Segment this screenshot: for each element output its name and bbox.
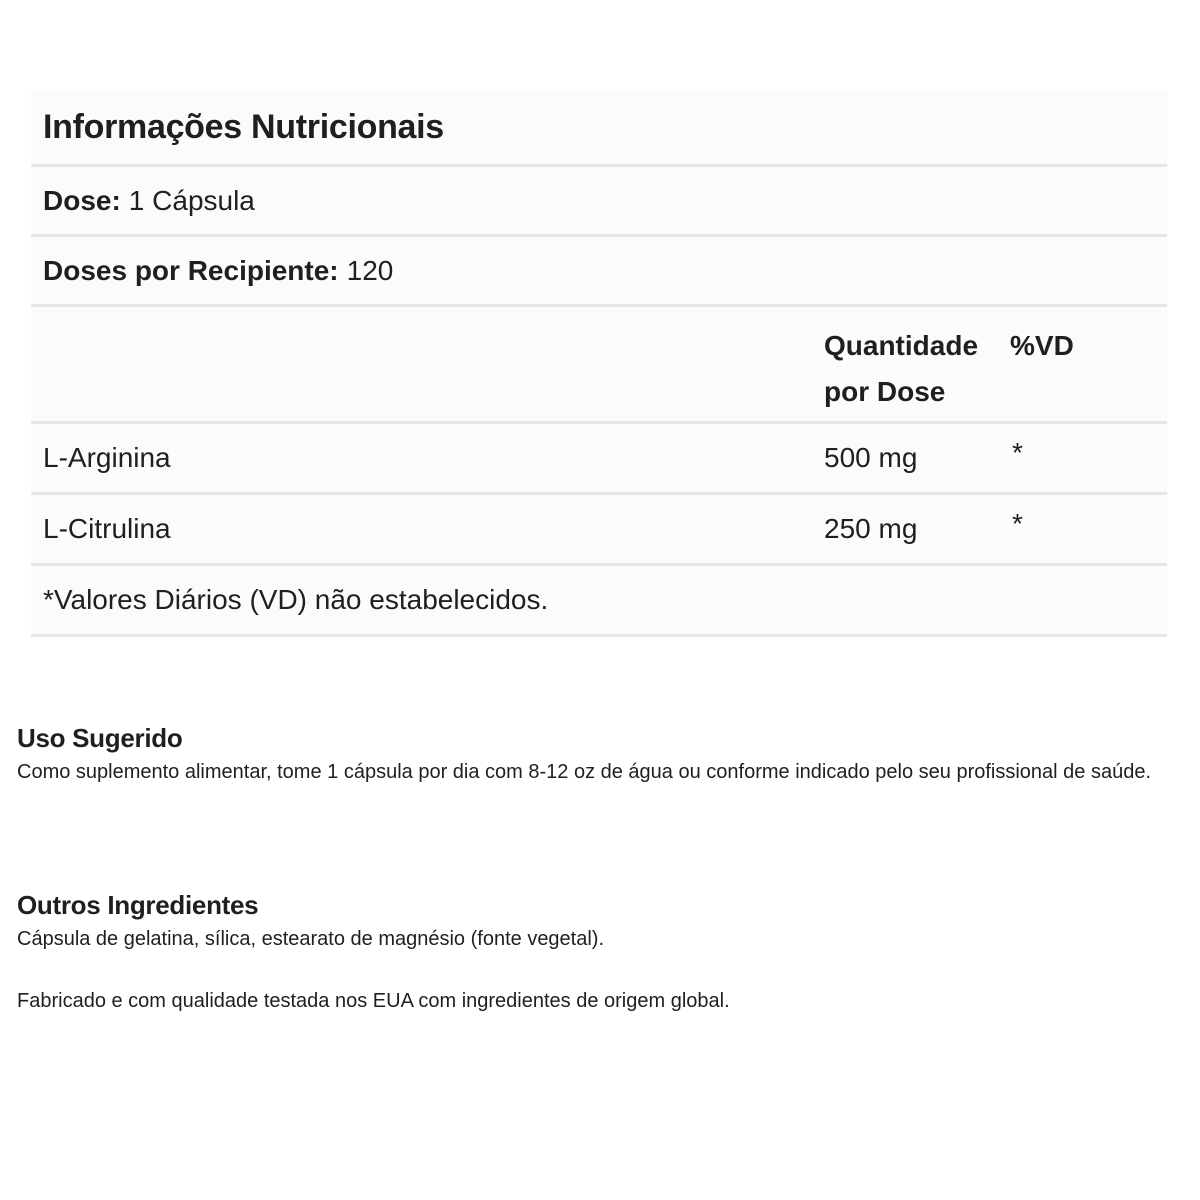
nutrient-amount: 500 mg: [824, 442, 918, 473]
nutrient-name: L-Arginina: [43, 442, 171, 473]
dose-value: 1 Cápsula: [128, 184, 255, 216]
dose-label: Dose:: [43, 184, 121, 216]
table-row: [31, 495, 1167, 566]
nutrient-dv: *: [1012, 437, 1023, 468]
nutrient-amount: 250 mg: [824, 513, 918, 544]
facts-title-row: [31, 90, 1167, 167]
doses-per-container-value: 120: [346, 254, 394, 286]
suggested-use-heading: Uso Sugerido: [17, 723, 183, 753]
nutrient-dv: *: [1012, 508, 1023, 539]
nutrition-facts-table: [31, 90, 1167, 637]
other-ingredients-text: Cápsula de gelatina, sílica, estearato de magnésio (fonte vegetal).: [17, 928, 605, 950]
facts-title: Informações Nutricionais: [43, 108, 444, 146]
footnote-row: [31, 566, 1167, 637]
nutrient-name: L-Citrulina: [43, 513, 171, 544]
doses-per-container-label: Doses por Recipiente:: [43, 254, 339, 286]
other-ingredients-section: [17, 888, 1192, 956]
other-ingredients-heading: Outros Ingredientes: [17, 890, 259, 920]
header-amount: Quantidade por Dose: [824, 330, 979, 407]
manufacturing-note: Fabricado e com qualidade testada nos EUA com ingredientes de origem global.: [17, 990, 730, 1012]
doses-per-container-row: [31, 237, 1167, 307]
dose-row: [31, 167, 1167, 237]
suggested-use-text: Como suplemento alimentar, tome 1 cápsula por dia com 8-12 oz de água ou conforme indicado pelo seu profissional de saúde.: [17, 761, 1152, 783]
suggested-use-section: [17, 721, 1192, 789]
header-dv: %VD: [1010, 330, 1074, 361]
footnote: *Valores Diários (VD) não estabelecidos.: [43, 584, 549, 615]
table-row: [31, 424, 1167, 495]
facts-header-row: [31, 307, 1167, 424]
manufacturing-note-section: [17, 984, 1192, 1018]
